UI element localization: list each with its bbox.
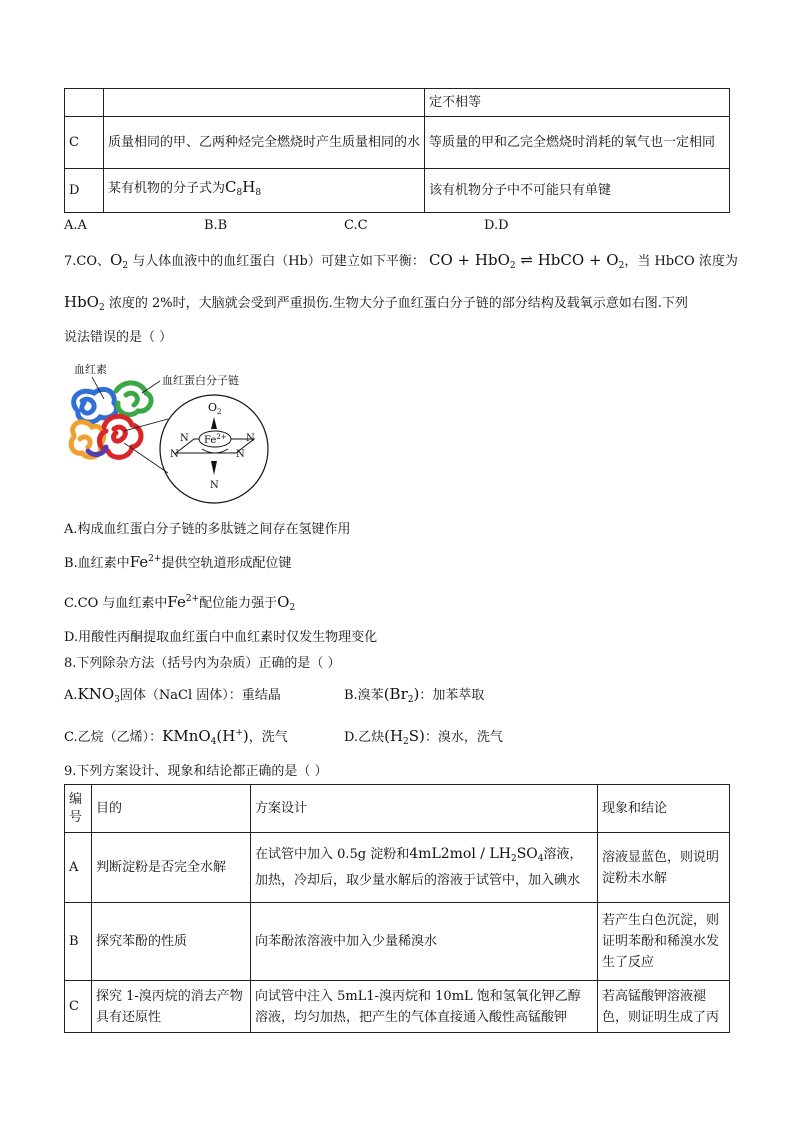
cell-text: 在试管中加入 0.5g 淀粉和 [255,847,410,862]
table-row [65,903,730,981]
stem-text: 7.CO、 [64,254,111,269]
option-a: A.A [64,218,87,233]
heme-label: 血红素 [74,363,107,376]
cell-text: 溶液，加热，冷却后，取少量水解后的溶液于试管中，加入碘水 [255,847,583,888]
o2-label: $O_2$ [208,401,222,416]
table-cell: 向苯酚浓溶液中加入少量稀溴水 [251,903,598,981]
formula: $(Br_2)$ [383,685,420,705]
table-cell: 探究苯酚的性质 [92,903,251,981]
question-7-line1 [64,250,738,271]
cell-text: 某有机物的分子式为 [108,181,226,196]
table-cell: 溶液显蓝色，则说明淀粉未水解 [598,833,730,903]
formula: $Fe^{2+}$ [129,553,162,571]
option-text: 提供空轨道形成配位键 [161,556,292,571]
row-label: B [65,903,92,981]
table-cell: 定不相等 [425,89,730,117]
protein-chain-icon [71,383,151,457]
table-cell [104,89,425,117]
table-cell: 质量相同的甲、乙两种烃完全燃烧时产生质量相同的水 [104,117,425,169]
option-text: ：溴水，洗气 [424,730,503,745]
row-label: C [65,981,92,1033]
header-design: 方案设计 [251,785,598,833]
n-label: N [180,433,189,444]
header-result: 现象和结论 [598,785,730,833]
q8-option-d [344,726,503,747]
n-label: N [246,433,255,444]
formula: $KNO_3$ [77,685,120,705]
row-label [65,89,104,117]
stem-text: 浓度的 2%时，大脑就会受到严重损伤.生物大分子血红蛋白分子链的部分结构及载氧示意如右图.下列 [108,296,688,311]
n-label: N [170,449,179,460]
option-text: C.CO 与血红素中 [64,596,168,611]
option-text: C.乙烷（乙烯）： [64,730,163,745]
option-text: B.血红素中 [64,556,130,571]
table-cell: 该有机物分子中不可能只有单键 [425,169,730,213]
table-cell: 向试管中注入 5mL1-溴丙烷和 10mL 饱和氢氧化钾乙醇溶液，均匀加热，把产生的气体直接通入酸性高锰酸钾 [251,981,598,1033]
option-b: B.B [204,218,228,233]
chain-label: 血红蛋白分子链 [162,374,239,387]
fe-label: $Fe^{2+}$ [204,433,227,446]
q8-option-c [64,726,288,747]
q7-option-d: D.用酸性丙酮提取血红蛋白中血红素时仅发生物理变化 [64,630,378,645]
question-7-line2 [64,292,688,313]
row-label: C [65,117,104,169]
q7-option-a: A.构成血红蛋白分子链的多肽链之间存在氢键作用 [64,522,351,537]
table-cell [251,833,598,903]
n-label: N [210,480,219,491]
question-8-stem: 8.下列除杂方法（括号内为杂质）正确的是（ ） [64,656,341,671]
table-cell: 若高锰酸钾溶液褪色，则证明生成了丙 [598,981,730,1033]
experiment-table [64,784,730,1033]
formula: $Fe^{2+}$ [167,593,200,611]
table-cell [104,169,425,213]
option-text: ：加苯萃取 [419,688,485,703]
table-cell: 等质量的甲和乙完全燃烧时消耗的氧气也一定相同 [425,117,730,169]
question-7-line3: 说法错误的是（ ） [64,330,173,345]
question-9-stem: 9.下列方案设计、现象和结论都正确的是（ ） [64,764,328,779]
hemoglobin-diagram [64,357,294,505]
equilibrium-equation: CO + HbO$_2$ ⇌ HbCO + $O_2$ [429,251,625,271]
formula: $(H_2S)$ [384,727,425,747]
table-row [65,89,730,117]
table-row [65,833,730,903]
q7-option-b [64,552,291,571]
table-header-row [65,785,730,833]
formula: $4mL2mol / LH_2SO_4$ [409,846,544,864]
formula: HbO$_2$ [64,293,105,313]
q7-option-c [64,592,295,613]
q8-option-b [344,684,484,705]
option-text: A. [64,688,78,703]
option-text: ，洗气 [248,730,288,745]
header-number: 编号 [65,785,92,833]
q8-option-a [64,684,281,705]
row-label: D [65,169,104,213]
option-text: B.溴苯 [344,688,384,703]
table-cell: 探究 1-溴丙烷的消去产物具有还原性 [92,981,251,1033]
n-label: N [236,449,245,460]
table-cell: 判断淀粉是否完全水解 [92,833,251,903]
option-text: 配位能力强于 [199,596,278,611]
table-cell: 若产生白色沉淀，则证明苯酚和稀溴水发生了反应 [598,903,730,981]
formula: $O_2$ [110,251,129,271]
hemoglobin-figure [64,357,294,509]
table-row [65,981,730,1033]
row-label: A [65,833,92,903]
stem-text: 与人体血液中的血红蛋白（Hb）可建立如下平衡： [132,254,425,269]
option-d: D.D [484,218,509,233]
option-text: D.乙炔 [344,730,385,745]
comparison-table [64,88,730,213]
header-goal: 目的 [92,785,251,833]
option-text: 固体（NaCl 固体）：重结晶 [119,688,281,703]
formula: $O_2$ [277,593,296,613]
stem-text: ，当 HbCO 浓度为 [624,254,738,269]
table-row [65,169,730,213]
option-c: C.C [344,218,368,233]
formula: $C_8H_8$ [225,178,262,198]
formula: KMnO$_4$(H+) [162,727,249,747]
table-row [65,117,730,169]
